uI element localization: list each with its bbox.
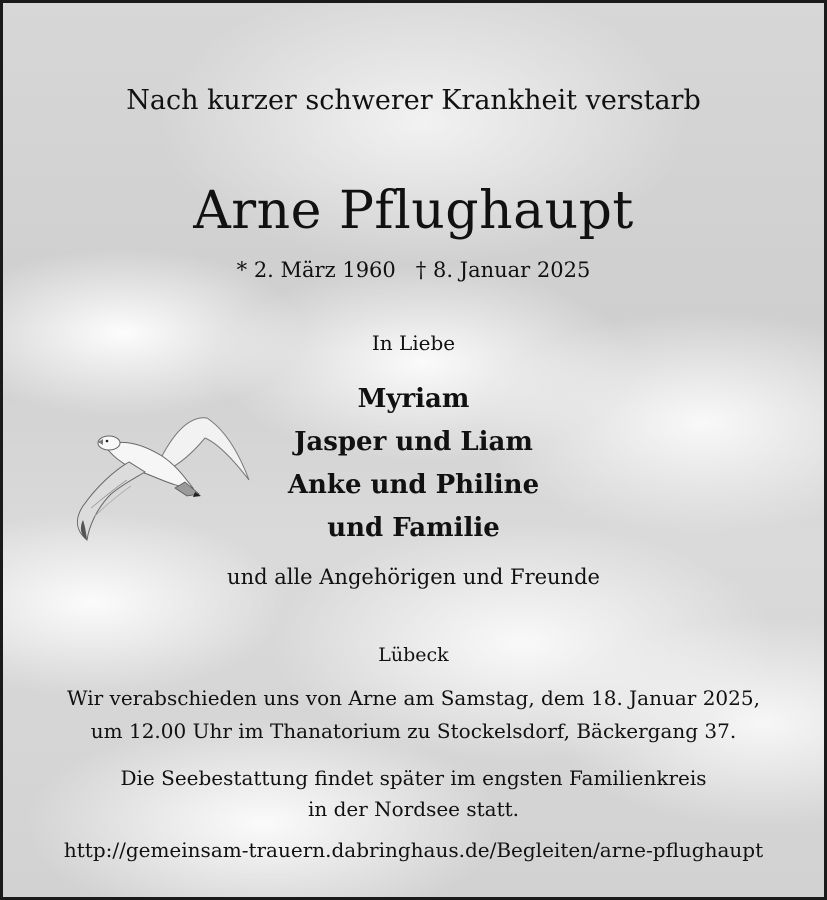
service-info-line: um 12.00 Uhr im Thanatorium zu Stockelsdorf, Bäckergang 37. [90, 719, 737, 743]
life-dates [3, 258, 824, 282]
relatives-and-friends-text: und alle Angehörigen und Freunde [227, 565, 600, 589]
deceased-name: Arne Pflughaupt [193, 181, 634, 241]
mourner-name: Myriam [357, 384, 470, 414]
burial-info-line: Die Seebestattung findet später im engsten Familienkreis [120, 766, 707, 790]
burial-info-line: in der Nordsee statt. [307, 797, 520, 821]
service-info-line: Wir verabschieden uns von Arne am Samstag, dem 18. Januar 2025, [67, 686, 760, 710]
mourner-name: Jasper und Liam [294, 427, 533, 457]
death-date: † 8. Januar 2025 [415, 258, 591, 282]
in-love-text: In Liebe [371, 331, 456, 355]
place-text: Lübeck [378, 644, 449, 666]
mourner-name: und Familie [327, 513, 500, 543]
memorial-url-link[interactable]: http://gemeinsam-trauern.dabringhaus.de/Begleiten/arne-pflughaupt [63, 838, 764, 862]
intro-text: Nach kurzer schwerer Krankheit verstarb [126, 85, 701, 116]
mourner-name: Anke und Philine [287, 470, 540, 500]
birth-date: * 2. März 1960 [236, 258, 396, 282]
